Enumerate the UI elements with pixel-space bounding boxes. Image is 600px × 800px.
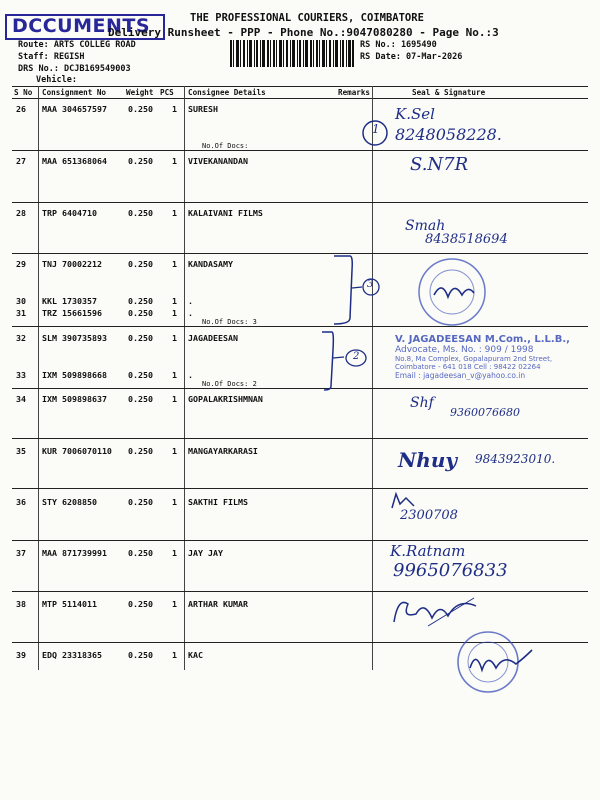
round-seal-r39 [440, 630, 540, 694]
phone-r37: 9965076833 [393, 560, 508, 581]
row-consignment: SLM 390735893 [42, 333, 107, 343]
table-header-rule [12, 98, 588, 99]
row-pcs: 1 [172, 650, 177, 660]
row-rule [12, 488, 588, 489]
row-consignee: JAY JAY [188, 548, 223, 558]
group-label-3: 3 [367, 279, 374, 290]
advocate-cell: Coimbatore - 641 018 Cell : 98422 02264 [395, 363, 541, 371]
row-consignment: KUR 7006070110 [42, 446, 112, 456]
row-pcs: 1 [172, 599, 177, 609]
row-consignee: . [188, 308, 193, 318]
phone-r35: 9843923010. [475, 452, 556, 466]
row-consignment: EDQ 23318365 [42, 650, 102, 660]
row-consignee: GOPALAKRISHMNAN [188, 394, 263, 404]
signature-r37: K.Ratnam [390, 542, 466, 560]
row-consignee: SURESH [188, 104, 218, 114]
row-consignee: VIVEKANANDAN [188, 156, 248, 166]
phone-r34: 9360076680 [450, 406, 520, 419]
stamp-text: DCCUMENTS [12, 15, 151, 37]
col-divider [38, 86, 39, 670]
col-remarks: Remarks [338, 88, 371, 97]
row-consignee: . [188, 370, 193, 380]
row-consignee: ARTHAR KUMAR [188, 599, 248, 609]
row-weight: 0.250 [128, 156, 153, 166]
row-pcs: 1 [172, 394, 177, 404]
signature-r26: K.Sel [395, 105, 435, 123]
round-seal [412, 255, 492, 329]
row-pcs: 1 [172, 208, 177, 218]
row-consignment: MAA 651368064 [42, 156, 107, 166]
row-pcs: 1 [172, 548, 177, 558]
row-pcs: 1 [172, 446, 177, 456]
advocate-reg: Advocate, Ms. No. : 909 / 1998 [395, 345, 534, 355]
row-weight: 0.250 [128, 296, 153, 306]
row-consignment: IXM 509898668 [42, 370, 107, 380]
row-weight: 0.250 [128, 208, 153, 218]
row-rule [12, 591, 588, 592]
col-pcs: PCS [160, 88, 174, 97]
row-consignee: KANDASAMY [188, 259, 233, 269]
row-consignment: MTP 5114011 [42, 599, 97, 609]
row-sno: 36 [16, 497, 26, 507]
row-sno: 30 [16, 296, 26, 306]
rs-number: RS No.: 1695490 [360, 40, 437, 50]
signature-r39 [478, 650, 481, 651]
circle-label: 1 [372, 122, 380, 136]
row-pcs: 1 [172, 104, 177, 114]
row-consignee: SAKTHI FILMS [188, 497, 248, 507]
company-title: THE PROFESSIONAL COURIERS, COIMBATORE [190, 12, 424, 24]
rs-date: RS Date: 07-Mar-2026 [360, 52, 463, 62]
row-pcs: 1 [172, 156, 177, 166]
barcode [230, 40, 354, 67]
no-of-docs: No.Of Docs: 2 [202, 380, 257, 388]
row-consignment: MAA 304657597 [42, 104, 107, 114]
table-top-rule [12, 86, 588, 87]
row-sno: 31 [16, 308, 26, 318]
row-sno: 29 [16, 259, 26, 269]
row-weight: 0.250 [128, 548, 153, 558]
row-pcs: 1 [172, 497, 177, 507]
no-of-docs: No.Of Docs: [202, 142, 249, 150]
row-sno: 38 [16, 599, 26, 609]
row-sno: 32 [16, 333, 26, 343]
row-weight: 0.250 [128, 333, 153, 343]
col-sno: S No [14, 88, 33, 97]
row-consignment: KKL 1730357 [42, 296, 97, 306]
route: Route: ARTS COLLEG ROAD [18, 40, 136, 50]
row-weight: 0.250 [128, 446, 153, 456]
advocate-address: No.8, Ma Complex, Gopalapuram 2nd Street, [395, 355, 553, 363]
drs-number: DRS No.: DCJB169549003 [18, 64, 131, 74]
row-consignment: IXM 509898637 [42, 394, 107, 404]
advocate-email: Email : jagadeesan_v@yahoo.co.in [395, 371, 526, 380]
row-weight: 0.250 [128, 104, 153, 114]
row-sno: 39 [16, 650, 26, 660]
row-sno: 37 [16, 548, 26, 558]
signature-r34: Shf [410, 395, 434, 411]
advocate-name: V. JAGADEESAN M.Com., L.L.B., [395, 334, 570, 345]
col-weight: Weight [126, 88, 154, 97]
row-consignee: JAGADEESAN [188, 333, 238, 343]
row-sno: 35 [16, 446, 26, 456]
row-consignment: TRZ 15661596 [42, 308, 102, 318]
row-pcs: 1 [172, 259, 177, 269]
signature-r35: Nhuy [398, 448, 457, 472]
row-pcs: 1 [172, 308, 177, 318]
row-rule [12, 540, 588, 541]
phone-r36: 2300708 [400, 508, 458, 523]
row-weight: 0.250 [128, 259, 153, 269]
row-pcs: 1 [172, 296, 177, 306]
row-pcs: 1 [172, 370, 177, 380]
row-sno: 34 [16, 394, 26, 404]
row-weight: 0.250 [128, 308, 153, 318]
phone-r28: 8438518694 [425, 232, 508, 247]
signature-r27: S.N7R [410, 154, 469, 175]
group-brackets [320, 250, 380, 395]
row-weight: 0.250 [128, 394, 153, 404]
row-consignee: . [188, 296, 193, 306]
row-rule [12, 150, 588, 151]
col-consignment: Consignment No [42, 88, 107, 97]
row-rule [12, 438, 588, 439]
row-consignment: TRP 6404710 [42, 208, 97, 218]
row-consignee: KAC [188, 650, 203, 660]
row-sno: 28 [16, 208, 26, 218]
row-weight: 0.250 [128, 599, 153, 609]
vehicle: Vehicle: [36, 75, 77, 85]
row-sno: 33 [16, 370, 26, 380]
col-consignee: Consignee Details [188, 88, 266, 97]
col-divider [184, 86, 185, 670]
row-consignment: TNJ 70002212 [42, 259, 102, 269]
row-rule [12, 388, 588, 389]
signature-r28: Smah [405, 218, 446, 234]
staff: Staff: REGISH [18, 52, 85, 62]
row-pcs: 1 [172, 333, 177, 343]
row-consignment: STY 6208850 [42, 497, 97, 507]
row-weight: 0.250 [128, 650, 153, 660]
row-rule [12, 326, 588, 327]
row-sno: 27 [16, 156, 26, 166]
phone-r26: 8248058228. [395, 125, 502, 144]
row-weight: 0.250 [128, 497, 153, 507]
row-consignee: MANGAYARKARASI [188, 446, 258, 456]
row-rule [12, 253, 588, 254]
runsheet-title: Delivery Runsheet - PPP - Phone No.:9047080280 - Page No.:3 [108, 26, 499, 39]
row-weight: 0.250 [128, 370, 153, 380]
advocate-stamp [395, 334, 570, 380]
group-label-2: 2 [353, 351, 360, 362]
row-rule [12, 202, 588, 203]
row-consignee: KALAIVANI FILMS [188, 208, 263, 218]
no-of-docs: No.Of Docs: 3 [202, 318, 257, 326]
col-seal: Seal & Signature [412, 88, 486, 97]
row-sno: 26 [16, 104, 26, 114]
row-consignment: MAA 871739991 [42, 548, 107, 558]
